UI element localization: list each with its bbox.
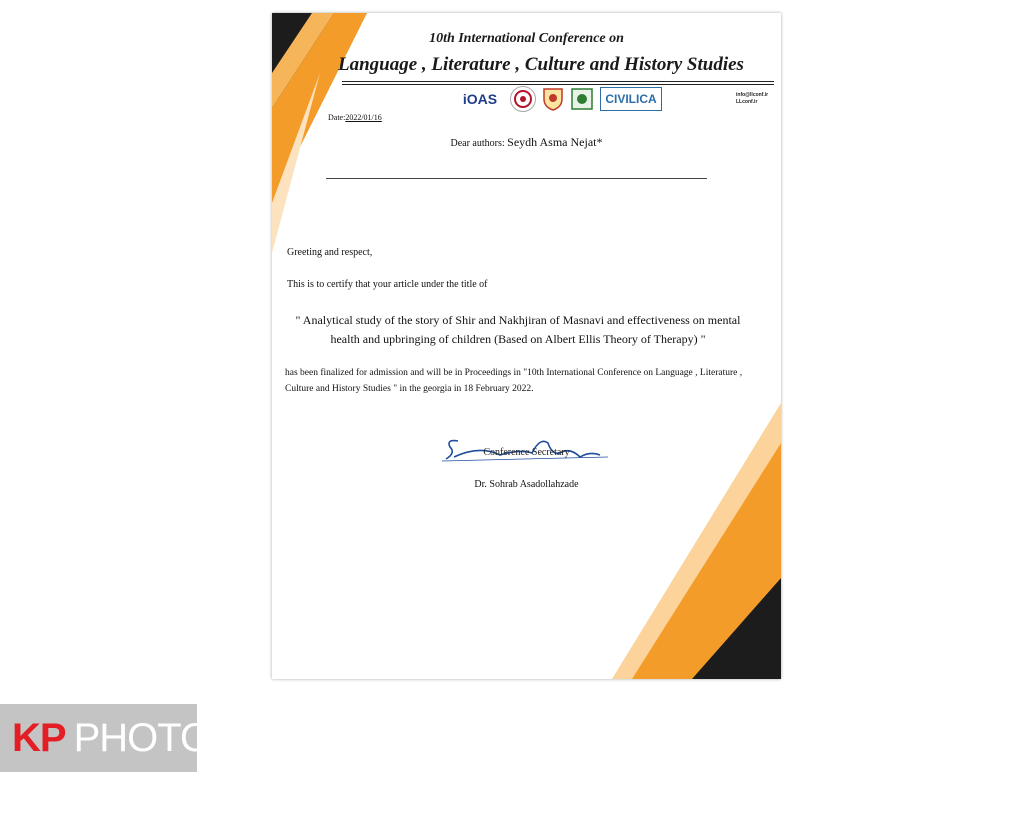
date-label: Date: xyxy=(328,113,346,122)
watermark-photo: PHOTO xyxy=(73,715,211,760)
date xyxy=(328,113,382,122)
contact-info xyxy=(736,92,768,106)
contact-email: info@llconf.ir xyxy=(736,92,769,98)
dear-label: Dear authors: xyxy=(450,138,505,149)
conference-secretary: Conference Secretary xyxy=(483,447,570,458)
civilica-logo: CIVILICA xyxy=(600,87,662,111)
title-rule-2 xyxy=(342,84,774,85)
finalized-text: has been finalized for admission and will be in Proceedings in "10th International Conference on Language , Literature , Culture and History Studies " in the georgia in 18 February 2022. xyxy=(285,368,743,394)
sponsor-logos xyxy=(456,86,662,112)
ioas-logo: iOAS xyxy=(462,91,498,107)
certificate xyxy=(272,13,781,679)
title-rule xyxy=(342,81,774,82)
certify-text: This is to certify that your article under the title of xyxy=(287,279,488,290)
date-value: 2022/01/16 xyxy=(345,113,382,122)
conference-title: Language , Literature , Culture and History Studies xyxy=(338,54,744,75)
author-name: Seydh Asma Nejat* xyxy=(507,135,603,149)
green-emblem-logo xyxy=(570,88,594,110)
dear-authors xyxy=(272,135,781,150)
round-emblem-logo xyxy=(510,86,536,112)
contact-site: LLconf.ir xyxy=(736,99,758,105)
signer-name: Dr. Sohrab Asadollahzade xyxy=(474,479,579,490)
watermark-kp: KP xyxy=(12,715,66,760)
separator-line xyxy=(326,178,707,179)
kp-photo-watermark xyxy=(0,704,211,772)
greeting: Greeting and respect, xyxy=(287,247,373,258)
article-title: " Analytical study of the story of Shir and Nakhjiran of Masnavi and effectiveness on mental health and upbringing of children (Based on Albert Ellis Theory of Therapy) " xyxy=(295,313,741,346)
conference-line: 10th International Conference on xyxy=(429,31,624,46)
shield-emblem-logo xyxy=(542,88,564,110)
